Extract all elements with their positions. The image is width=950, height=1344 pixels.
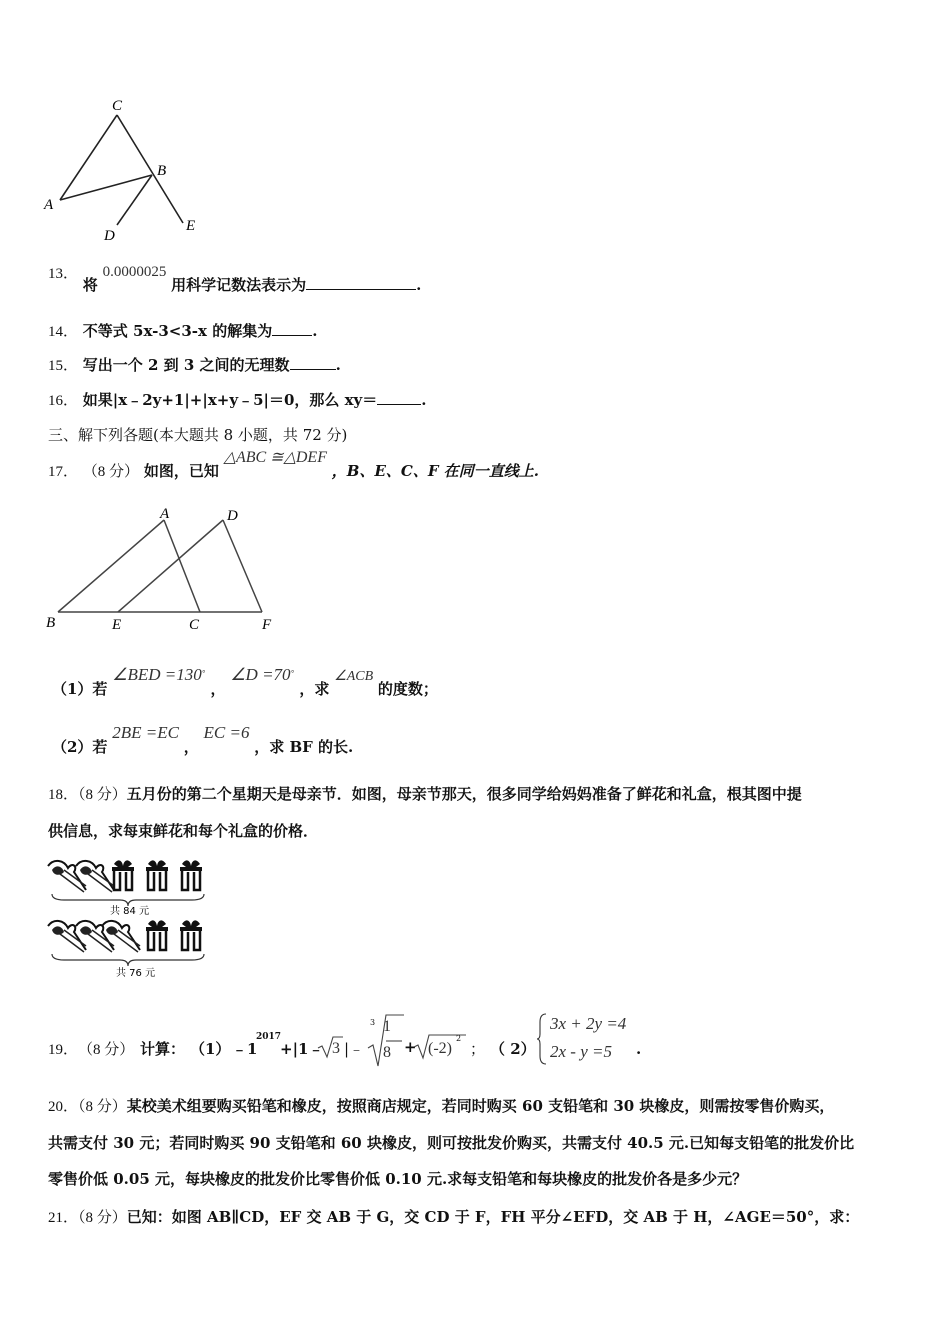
question-number: 16． [48,393,79,409]
q17-congruence: △ABC ≅△DEF [223,449,327,466]
q13-pre: 将 [82,276,98,294]
question-13 [48,262,421,298]
question-number: 18． [48,787,79,803]
label-f: F [262,617,272,633]
flower-icon [76,921,114,952]
q17-sub1: （1）若 ∠BED =130° ， ∠D =70° ，求 ∠ACB 的度数； [52,665,438,698]
question-17 [48,448,539,484]
row1-icons [48,860,202,892]
label-c: C [112,98,123,114]
left-brace [536,1012,548,1066]
q20-text-1: 某校美术组要购买铅笔和橡皮，按照商店规定，若同时购买 60 支铅笔和 30 块橡皮，则需按零售价购买， [126,1097,835,1115]
q13-post: 用科学记数法表示为 [171,276,307,294]
q17-post: ，B、E、C、F 在同一直线上. [331,462,539,480]
label-b: B [157,163,167,179]
row2-icons [48,920,202,952]
q15-end: . [335,356,341,374]
question-19 [48,1010,908,1070]
cond-angle-bed: ∠BED =130 [112,665,202,684]
q13-end: . [416,276,422,294]
gift-box-icon [112,860,134,890]
q19-part2: （ 2） [490,1040,536,1058]
cond-ec: EC =6 [203,723,250,742]
question-number: 17． [48,464,79,480]
q19-expr-b: +|1﹣ [280,1040,324,1058]
row1-total: 共 84 元 [110,906,150,917]
flower-icon [76,861,114,892]
sub-mid: ，求 [299,680,330,698]
label-e: E [186,218,196,234]
target-angle-acb: ∠ACB [334,669,374,684]
cond-angle-d: ∠D =70 [230,665,291,684]
question-18 [48,776,908,849]
question-score: （8 分） [78,1042,135,1058]
q19-expr-c: |﹣ [344,1040,365,1058]
q20-line3: 零售价低 0.05 元，每块橡皮的批发价比零售价低 0.10 元.求每支铅笔和每块橡皮的批发价各是多少元？ [48,1170,748,1188]
q16-end: . [421,391,427,409]
question-score: （8 分） [82,464,140,480]
q17-sub2 [52,724,353,758]
label-a: A [44,197,54,213]
sub-label: （1）若 [52,680,108,698]
square-exp: 2 [456,1034,462,1043]
q21-text: 已知：如图 AB∥CD，EF 交 AB 于 G，交 CD 于 F，FH 平分∠EFD，交 AB 于 H，∠AGE＝50°，求： [126,1208,860,1226]
q18-line1 [48,776,908,813]
sub-post: ，求 BF 的长. [254,738,354,756]
question-14 [48,320,317,341]
question-20 [48,1088,908,1197]
question-number: 20． [48,1099,79,1115]
plus: + [404,1038,417,1056]
answer-blank[interactable] [377,392,421,405]
label-a: A [160,506,170,522]
q14-end: . [312,322,318,340]
q13-value: 0.0000025 [102,264,167,280]
figure-flowers-gifts [44,852,224,987]
question-number: 15． [48,358,79,374]
gift-box-icon [180,920,202,950]
figure-triangle-abcde [40,92,210,252]
equation-1: 3x + 2y =4 [550,1014,627,1033]
q17-pre: 如图，已知 [143,462,219,480]
q14-text: 不等式 5x-3<3-x 的解集为 [82,322,273,340]
question-score: （8 分） [78,1210,127,1226]
brace [52,894,204,906]
cbrt-num: 1 [383,1018,391,1035]
q18-line2: 供信息，求每束鲜花和每个礼盒的价格． [48,822,319,840]
cbrt-index: 3 [370,1018,376,1027]
brace [52,954,204,966]
question-16 [48,389,427,410]
sep: ， [183,738,199,756]
sep: ， [210,680,226,698]
question-21 [48,1206,859,1227]
question-number: 14． [48,324,79,340]
q19-end: . [636,1040,642,1058]
gift-box-icon [146,860,168,890]
flower-icon [102,921,140,952]
question-score: （8 分） [78,1099,127,1115]
q20-line2: 共需支付 30 元；若同时购买 90 支铅笔和 60 块橡皮，则可按批发价购买，共需支付 40.5 元.已知每支铅笔的批发价比 [48,1134,855,1152]
label-c: C [189,617,200,633]
cbrt-den: 8 [383,1044,391,1061]
q18-text-1: 五月份的第二个星期天是母亲节．如图，母亲节那天，很多同学给妈妈准备了鲜花和礼盒，根其图中提 [126,785,802,803]
flower-icon [48,921,86,952]
sqrt-inner: (-2) [428,1040,452,1057]
label-d: D [227,508,238,524]
flower-icon [48,861,86,892]
label-d: D [104,228,115,244]
row2-total: 共 76 元 [116,968,156,979]
sub-post: 的度数； [377,680,438,698]
semicolon: ； [470,1040,486,1058]
sub-label: （2）若 [52,738,108,756]
question-score: （8 分） [78,787,127,803]
section-title: 三、解下列各题(本大题共 8 小题，共 72 分) [48,426,348,444]
q19-expr-a: ﹣1 [232,1040,258,1058]
sqrt3-value: 3 [332,1040,340,1057]
answer-blank[interactable] [306,277,416,290]
question-number: 21． [48,1210,79,1226]
cond-2be-ec: 2BE =EC [112,723,179,742]
q15-text: 写出一个 2 到 3 之间的无理数 [82,356,290,374]
equation-2: 2x - y =5 [550,1042,612,1061]
gift-box-icon [180,860,202,890]
q16-text: 如果|x﹣2y+1|+|x+y﹣5|＝0，那么 xy＝ [82,391,378,409]
q19-label: 计算： [140,1040,186,1058]
question-15 [48,354,341,375]
gift-box-icon [146,920,168,950]
q20-line1 [48,1088,908,1125]
answer-blank[interactable] [272,323,312,336]
question-number: 13． [48,266,79,282]
question-number: 19． [48,1042,79,1058]
label-b: B [46,615,56,631]
q19-exp: 2017 [256,1032,282,1042]
figure-congruent-triangles [40,502,290,642]
label-e: E [112,617,122,633]
q19-part1: （1） [190,1040,231,1058]
answer-blank[interactable] [290,357,336,370]
